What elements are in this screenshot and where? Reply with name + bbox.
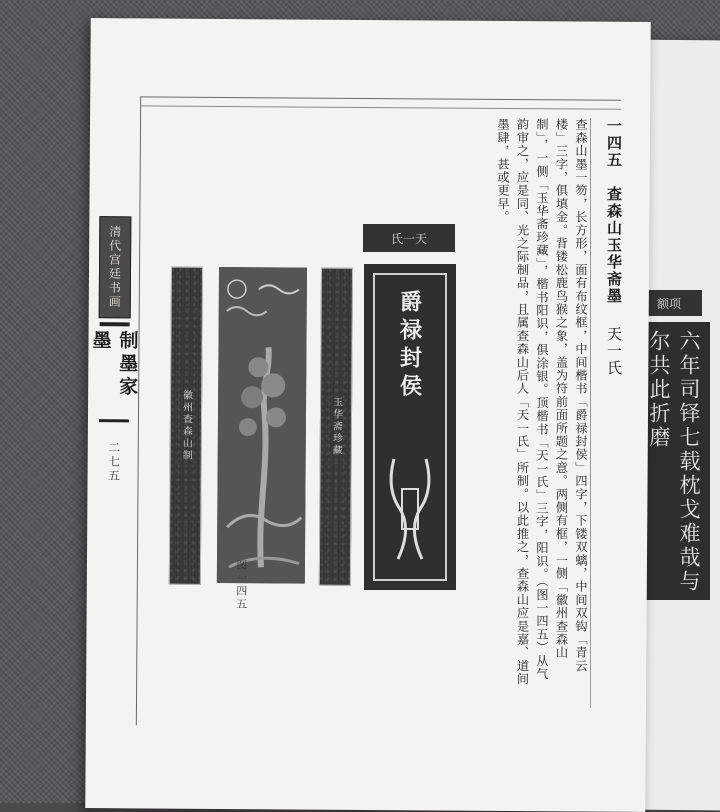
- ink-side-rubbing-left: [169, 267, 203, 585]
- chapter-tab-title-box: [99, 216, 132, 318]
- entry-number: 一四五: [605, 118, 623, 169]
- chapter-tab-title: 清代宫廷书画: [107, 225, 122, 310]
- ink-back-rubbing: [217, 267, 307, 584]
- entry-text: [470, 118, 630, 708]
- entry-maker: 天一氏: [605, 326, 623, 378]
- page-number: 二七五: [106, 441, 121, 484]
- ink-side-rubbing-right: [319, 268, 353, 586]
- dragon-motif-icon: [384, 449, 436, 569]
- next-page-cap-text: 额项: [656, 296, 681, 311]
- entry-heading: [598, 118, 630, 708]
- entry-title: 查森山玉华斋墨: [605, 186, 623, 306]
- pine-deer-illustration: [217, 267, 307, 584]
- figure-caption: 图一四五: [234, 559, 248, 612]
- section-label: 制墨家墨: [89, 329, 139, 400]
- entry-body: 查森山墨一笏，长方形，面有布纹框，中间楷书「爵禄封侯」四字，下镂双螭，中间双钩「青云楼」三字，俱填金。背镂松鹿鸟猴之象，盖为符前面所题之意。两侧有框，一侧「徽州查森山制」，一侧「玉华斋珍藏」，楷书阳识，俱涂银。顶楷书「天一氏」三字，阳识。（图一四五）从气韵审之，应是同、光之际制品，且属查森山后人「天一氏」所制。以此推之，查森山应是嘉、道间墨肆，甚或更早。: [496, 118, 588, 686]
- front-title: 爵禄封侯: [396, 290, 423, 402]
- next-page-inscription: 六年司铎七载枕戈难哉与尔共此折磨: [647, 330, 701, 594]
- side-left-text: 徽州查森山制: [180, 389, 192, 462]
- cap-text: 氏一天: [390, 231, 427, 246]
- chapter-tab: [89, 216, 139, 422]
- ink-front-rubbing: [364, 264, 456, 590]
- side-right-text: 玉华斋珍藏: [330, 396, 342, 457]
- ink-top-rubbing: [363, 224, 455, 252]
